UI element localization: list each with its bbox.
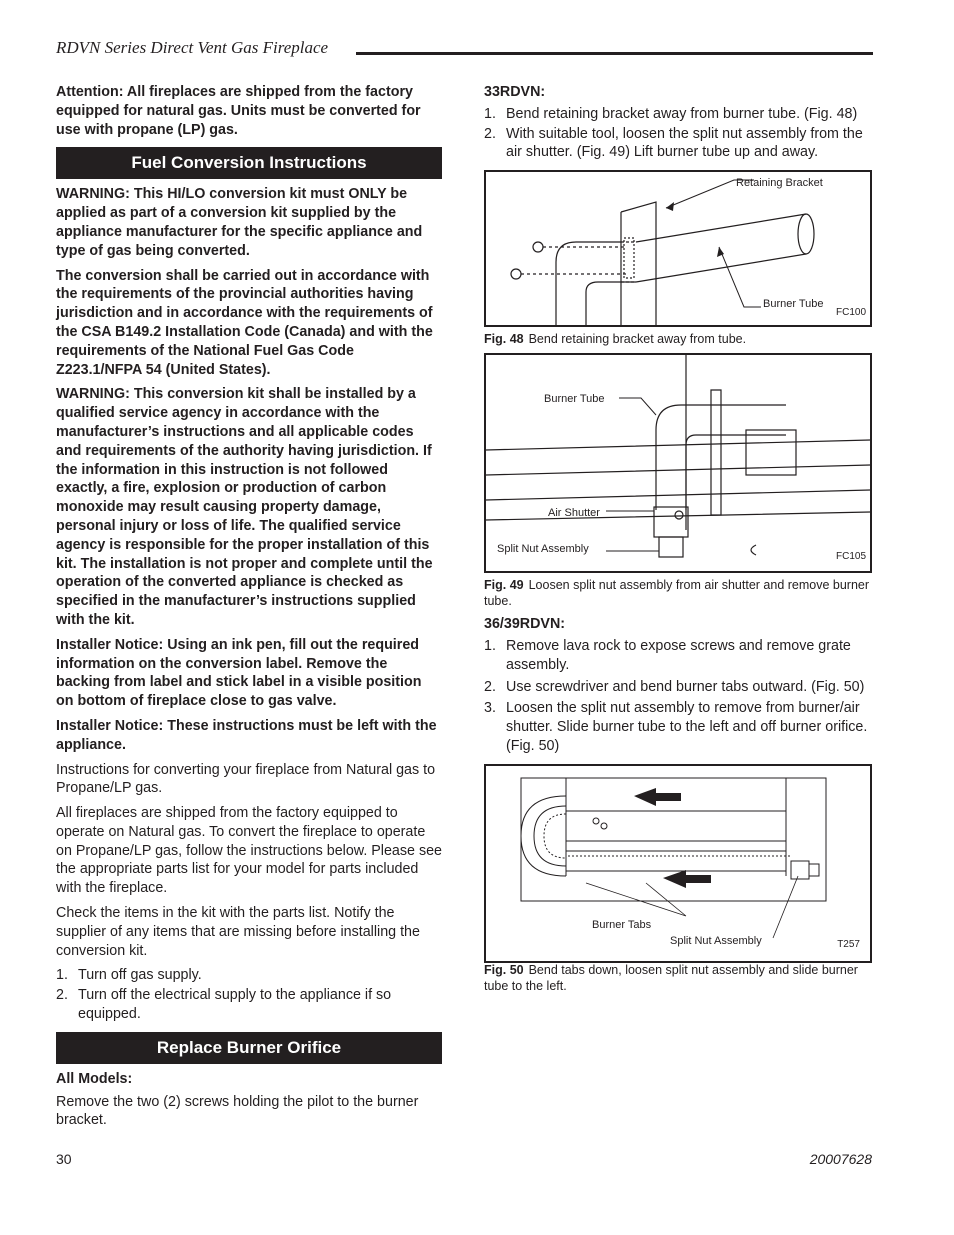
installer-notice-label: Installer Notice: Using an ink pen, fill out the required information on the conversion label. Remove the backing from label and stick label in a visible position on bottom of fireplace close to gas valve. — [56, 636, 422, 710]
warning-qualified-agency: WARNING: This conversion kit shall be installed by a qualified service agency in accordance with the manufacturer’s instructions and all applicable codes and requirements of the authority having jurisdiction. If the information in this instruction is not followed exactly, a fire, explosion or production of carbon monoxide may result causing property damage, personal injury or loss of life. The qualified service agency is responsible for the proper installation of this kit. The installation is not proper and complete until the operation of the converted appliance is checked as specified in the manufacturer’s instructions supplied with the kit. — [56, 386, 433, 628]
page-header — [56, 38, 873, 62]
section-heading-replace-orifice: Replace Burner Orifice — [56, 1032, 442, 1064]
step-text: Use screwdriver and bend burner tabs outward. (Fig. 50) — [506, 678, 865, 695]
attention-note: Attention: All fireplaces are shipped from the factory equipped for natural gas. Units must be converted for use with propane (LP) gas. — [56, 84, 421, 138]
label-split-nut-assembly: Split Nut Assembly — [670, 934, 762, 947]
list-item — [56, 986, 442, 1024]
list-item — [484, 125, 874, 163]
conversion-requirements: The conversion shall be carried out in accordance with the requirements of the provincial authorities having jurisdiction and in accordance with the requirements of the CSA B149.2 Installation Code (Canada) and with the requirements of the National Fuel Gas Code Z223.1/NFPA 54 (United States). — [56, 267, 433, 378]
step-number: 1. — [484, 105, 496, 122]
figure-code: FC100 — [835, 307, 866, 319]
step-number: 2. — [484, 678, 496, 695]
step-number: 2. — [56, 987, 68, 1004]
intro-paragraph: Instructions for converting your fireplace from Natural gas to Propane/LP gas. — [56, 761, 436, 797]
list-item — [484, 699, 874, 755]
fig-number: Fig. 49 — [484, 578, 524, 593]
left-column — [56, 83, 442, 1136]
all-models-heading: All Models: — [56, 1070, 133, 1087]
list-item — [484, 637, 874, 675]
label-burner-tube: Burner Tube — [763, 298, 824, 311]
check-kit-paragraph: Check the items in the kit with the parts list. Notify the supplier of any items that are missing before installing the conversion kit. — [56, 905, 420, 959]
fig-caption-text: Bend retaining bracket away from tube. — [528, 332, 747, 347]
model-36-39rdvn-steps — [484, 637, 874, 756]
installer-notice-leave: Installer Notice: These instructions must be left with the appliance. — [56, 717, 437, 753]
all-models-text: Remove the two (2) screws holding the pilot to the burner bracket. — [56, 1093, 419, 1129]
label-split-nut-assembly: Split Nut Assembly — [497, 543, 589, 556]
model-33rdvn-heading: 33RDVN: — [484, 84, 546, 100]
step-text: Bend retaining bracket away from burner tube. (Fig. 48) — [506, 105, 858, 122]
list-item — [56, 966, 442, 985]
shipping-paragraph: All fireplaces are shipped from the factory equipped to operate on Natural gas. To convert the fireplace to operate on Propane/LP gas, follow the instructions below. Please see the appropriate parts list for your model for parts included with the fireplace. — [56, 805, 442, 897]
step-text: With suitable tool, loosen the split nut assembly from the air shutter. (Fig. 49) Lift burner tube up and away. — [506, 125, 863, 161]
header-title: RDVN Series Direct Vent Gas Fireplace — [56, 38, 329, 57]
figure-48 — [484, 170, 872, 327]
page-number: 30 — [56, 1151, 72, 1167]
fig49-drawing — [486, 355, 870, 571]
fig-number: Fig. 48 — [484, 332, 524, 347]
fig-caption-text: Loosen split nut assembly from air shutter and remove burner tube. — [484, 578, 870, 609]
header-rule — [356, 52, 873, 55]
step-number: 3. — [484, 700, 496, 717]
warning-kit: WARNING: This HI/LO conversion kit must ONLY be applied as part of a conversion kit supplied by the appliance manufacturer for the specific appliance and type of gas being converted. — [56, 186, 423, 259]
prep-steps-list — [56, 966, 442, 1023]
step-number: 1. — [56, 967, 68, 984]
label-burner-tabs: Burner Tabs — [592, 918, 652, 931]
fig48-caption — [484, 331, 874, 347]
list-item — [484, 678, 874, 697]
step-text: Turn off the electrical supply to the appliance if so equipped. — [78, 987, 392, 1023]
right-column — [484, 83, 874, 1000]
section-heading-fuel-conversion: Fuel Conversion Instructions — [56, 147, 442, 179]
fig50-caption — [484, 962, 874, 994]
fig-caption-text: Bend tabs down, loosen split nut assembly and slide burner tube to the left. — [484, 962, 858, 993]
step-number: 1. — [484, 637, 496, 654]
figure-50 — [484, 764, 872, 963]
step-text: Remove lava rock to expose screws and remove grate assembly. — [506, 637, 851, 673]
label-air-shutter: Air Shutter — [548, 507, 600, 520]
step-text: Loosen the split nut assembly to remove from burner/air shutter. Slide burner tube to the left and off burner orifice. (Fig. 50) — [506, 700, 868, 754]
step-text: Turn off gas supply. — [78, 967, 202, 984]
fig49-caption — [484, 577, 874, 609]
model-33rdvn-steps — [484, 105, 874, 162]
figure-code: T257 — [837, 938, 860, 950]
label-retaining-bracket: Retaining Bracket — [736, 177, 823, 190]
figure-code: FC105 — [835, 551, 866, 563]
fig-number: Fig. 50 — [484, 962, 524, 977]
step-number: 2. — [484, 125, 496, 142]
model-36-39rdvn-heading: 36/39RDVN: — [484, 616, 566, 633]
list-item — [484, 105, 874, 124]
document-number: 20007628 — [809, 1151, 872, 1167]
label-burner-tube: Burner Tube — [544, 393, 605, 406]
figure-49 — [484, 353, 872, 573]
